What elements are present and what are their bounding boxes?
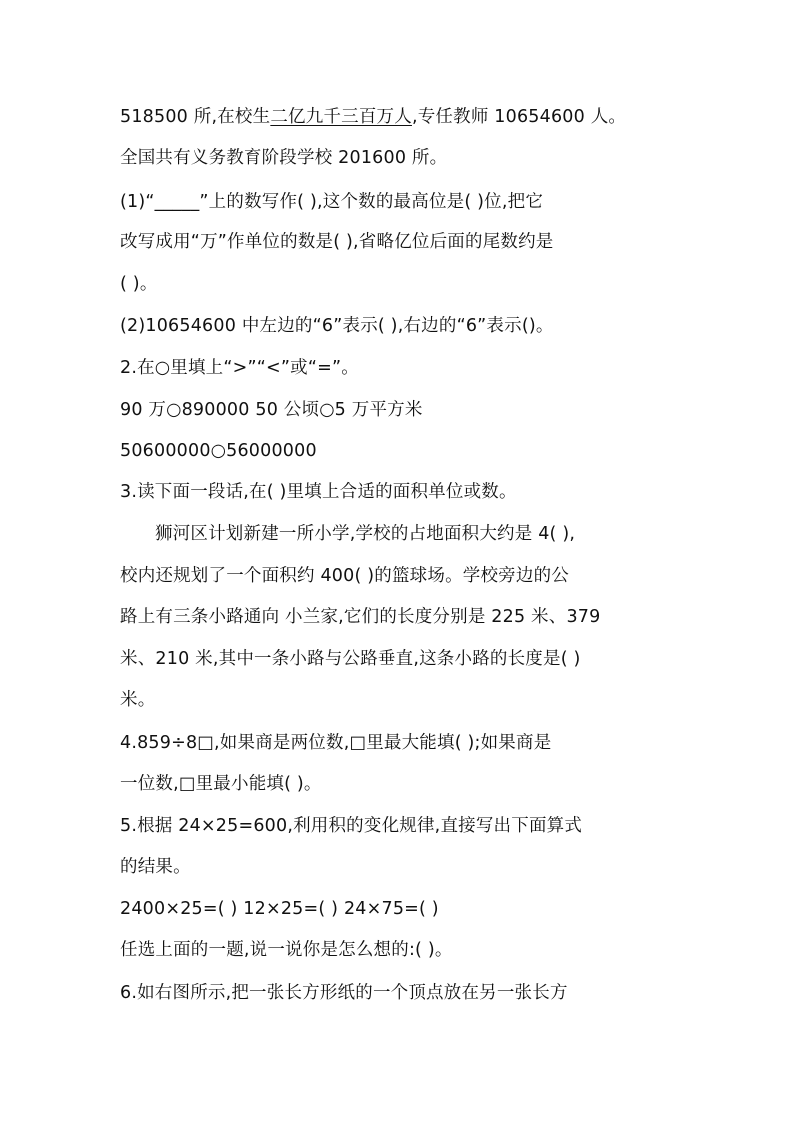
underlined-number: 二亿九千三百万人 xyxy=(270,107,412,127)
paragraph-line-3: 路上有三条小路通向 小兰家,它们的长度分别是 225 米、379 xyxy=(120,607,601,627)
question-4-line-1: 4.859÷8□,如果商是两位数,□里最大能填( );如果商是 xyxy=(120,733,552,753)
question-6-line-1: 6.如右图所示,把一张长方形纸的一个顶点放在另一张长方 xyxy=(120,983,568,1003)
question-4-line-2: 一位数,□里最小能填( )。 xyxy=(120,774,322,794)
question-2-title: 2.在○里填上“>”“<”或“=”。 xyxy=(120,358,359,378)
question-1-part-1: (1)“_____”上的数写作( ),这个数的最高位是( )位,把它 xyxy=(120,192,544,212)
paragraph-line-2: 校内还规划了一个面积约 400( )的篮球场。学校旁边的公 xyxy=(120,566,569,586)
text-line-2: 全国共有义务教育阶段学校 201600 所。 xyxy=(120,148,448,168)
text-line-1 xyxy=(120,105,626,129)
paragraph-line-4: 米、210 米,其中一条小路与公路垂直,这条小路的长度是( ) xyxy=(120,649,581,669)
question-1-part-2: (2)10654600 中左边的“6”表示( ),右边的“6”表示()。 xyxy=(120,316,554,336)
calculation-row: 2400×25=( ) 12×25=( ) 24×75=( ) xyxy=(120,899,439,919)
question-5-line-1: 5.根据 24×25=600,利用积的变化规律,直接写出下面算式 xyxy=(120,816,583,836)
explain-line: 任选上面的一题,说一说你是怎么想的:( )。 xyxy=(120,940,453,960)
question-3-title: 3.读下面一段话,在( )里填上合适的面积单位或数。 xyxy=(120,482,517,502)
paragraph-line-5: 米。 xyxy=(120,690,156,710)
comparison-row-1: 90 万○890000 50 公顷○5 万平方米 xyxy=(120,400,423,420)
text-line-4: 改写成用“万”作单位的数是( ),省略亿位后面的尾数约是 xyxy=(120,232,554,252)
text-fragment: ,专任教师 10654600 人。 xyxy=(411,107,627,127)
paragraph-line-1: 狮河区计划新建一所小学,学校的占地面积大约是 4( ), xyxy=(155,524,576,544)
text-line-5: ( )。 xyxy=(120,274,158,294)
comparison-row-2: 50600000○56000000 xyxy=(120,441,317,461)
text-fragment: 518500 所,在校生 xyxy=(120,107,271,127)
question-5-line-2: 的结果。 xyxy=(120,857,191,877)
